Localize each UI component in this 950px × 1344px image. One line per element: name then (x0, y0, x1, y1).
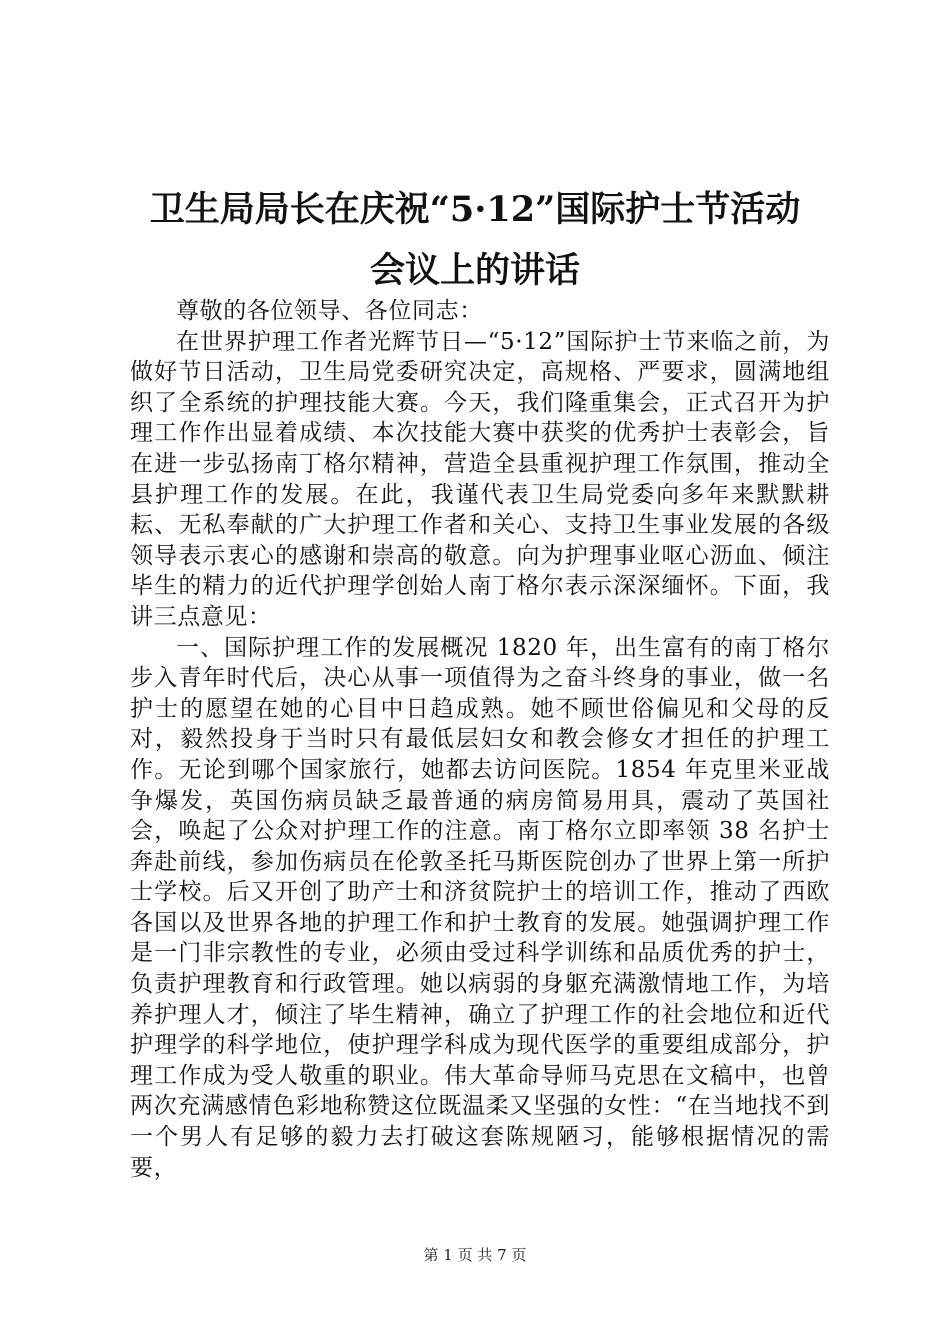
page-title: 卫生局局长在庆祝“5·12”国际护士节活动 (149, 189, 801, 230)
document-body (130, 296, 830, 1183)
page-number-footer: 第 1 页 共 7 页 (423, 1246, 527, 1264)
salutation-paragraph: 尊敬的各位领导、各位同志： (176, 298, 483, 324)
intro-paragraph: 在世界护理工作者光辉节日—“5·12”国际护士节来临之前，为做好节日活动，卫生局党委研究决定，高规格、严要求，圆满地组织了全系统的护理技能大赛。今天，我们隆重集会，正式召开为护理工作作出显着成绩、本次技能大赛中获奖的优秀护士表彰会，旨在进一步弘扬南丁格尔精神，营造全县重视护理工作氛围，推动全县护理工作的发展。在此，我谨代表卫生局党委向多年来默默耕耘、无私奉献的广大护理工作者和关心、支持卫生事业发展的各级领导表示衷心的感谢和崇高的敬意。向为护理事业呕心沥血、倾注毕生的精力的近代护理学创始人南丁格尔表示深深缅怀。下面，我讲三点意见： (130, 328, 830, 630)
page-title-continued: 会议上的讲话 (369, 250, 580, 291)
section-one-paragraph: 一、国际护理工作的发展概况 1820 年，出生富有的南丁格尔步入青年时代后，决心从事一项值得为之奋斗终身的事业，做一名护士的愿望在她的心目中日趋成熟。她不顾世俗偏见和父母的反对，毅然投身于当时只有最低层妇女和教会修女才担任的护理工作。无论到哪个国家旅行，她都去访问医院。1854 年克里米亚战争爆发，英国伤病员缺乏最普通的病房简易用具，震动了英国社会，唤起了公众对护理工作的注意。南丁格尔立即率领 38 名护士奔赴前线，参加伤病员在伦敦圣托马斯医院创办了世界上第一所护士学校。后又开创了助产士和济贫院护士的培训工作，推动了西欧各国以及世界各地的护理工作和护士教育的发展。她强调护理工作是一门非宗教性的专业，必须由受过科学训练和品质优秀的护士，负责护理教育和行政管理。她以病弱的身躯充满激情地工作，为培养护理人才，倾注了毕生精神，确立了护理工作的社会地位和近代护理学的科学地位，使护理学科成为现代医学的重要组成部分，护理工作成为受人敬重的职业。伟大革命导师马克思在文稿中，也曾两次充满感情色彩地称赞这位既温柔又坚强的女性：“在当地找不到一个男人有足够的毅力去打破这套陈规陋习，能够根据情况的需要， (130, 634, 830, 1181)
